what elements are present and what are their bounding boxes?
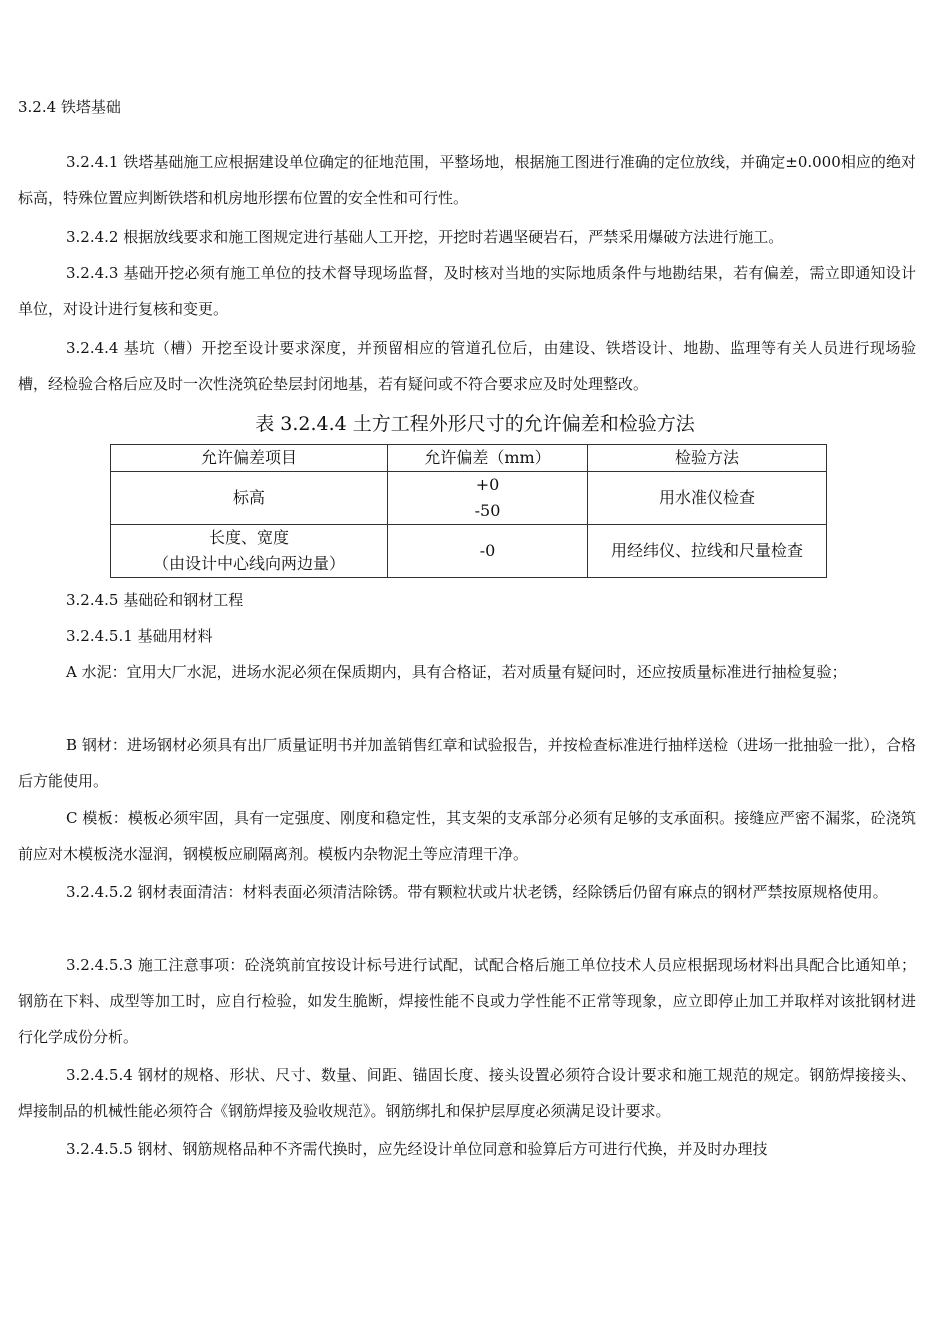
sub-heading-3-2-4-5-1: 3.2.4.5.1 基础用材料	[66, 627, 213, 645]
header-method: 检验方法	[588, 445, 827, 472]
paragraph-3-2-4-5-2: 3.2.4.5.2 钢材表面清洁：材料表面必须清洁除锈。带有颗粒状或片状老锈，经除锈后仍留有麻点的钢材严禁按原规格使用。	[66, 883, 888, 901]
paragraph-3-2-4-2: 3.2.4.2 根据放线要求和施工图规定进行基础人工开挖，开挖时若遇坚硬岩石，严禁采用爆破方法进行施工。	[66, 228, 784, 246]
header-item: 允许偏差项目	[111, 445, 388, 472]
paragraph-3-2-4-5-4: 3.2.4.5.4 钢材的规格、形状、尺寸、数量、间距、锚固长度、接头设置必须符合设计要求和施工规范的规定。钢筋焊接接头、焊接制品的机械性能必须符合《钢筋焊接及验收规范》。钢筋绑扎和保护层厚度必须满足设计要求。	[18, 1066, 916, 1120]
item-line-2: （由设计中心线向两边量）	[152, 554, 345, 573]
header-tolerance: 允许偏差（mm）	[388, 445, 588, 472]
item-line-1: 长度、宽度	[208, 528, 289, 547]
table-row	[111, 472, 827, 525]
tolerance-table	[110, 444, 827, 578]
cell-method: 用经纬仪、拉线和尺量检查	[588, 525, 827, 578]
paragraph-3-2-4-5-5: 3.2.4.5.5 钢材、钢筋规格品种不齐需代换时，应先经设计单位同意和验算后方可进行代换，并及时办理技	[66, 1140, 768, 1158]
table-caption: 表 3.2.4.4 土方工程外形尺寸的允许偏差和检验方法	[255, 413, 695, 435]
paragraph-3-2-4-5-3: 3.2.4.5.3 施工注意事项：砼浇筑前宜按设计标号进行试配，试配合格后施工单位技术人员应根据现场材料出具配合比通知单；钢筋在下料、成型等加工时，应自行检验，如发生脆断，焊接性能不良或力学性能不正常等现象，应立即停止加工并取样对该批钢材进行化学成份分析。	[18, 956, 916, 1046]
table-header-row	[111, 445, 827, 472]
cell-item	[111, 525, 388, 578]
paragraph-cement: A 水泥：宜用大厂水泥，进场水泥必须在保质期内，具有合格证，若对质量有疑问时，还应按质量标准进行抽检复验；	[66, 663, 847, 681]
cell-tolerance: -0	[388, 525, 588, 578]
cell-item: 标高	[111, 472, 388, 525]
cell-tolerance	[388, 472, 588, 525]
tolerance-lower: -50	[474, 501, 501, 520]
cell-method: 用水准仪检查	[588, 472, 827, 525]
paragraph-3-2-4-1: 3.2.4.1 铁塔基础施工应根据建设单位确定的征地范围，平整场地，根据施工图进行准确的定位放线，并确定±0.000相应的绝对标高，特殊位置应判断铁塔和机房地形摆布位置的安全性和可行性。	[18, 153, 916, 207]
tolerance-upper: +0	[475, 475, 500, 494]
section-heading-3-2-4: 3.2.4 铁塔基础	[18, 98, 121, 116]
paragraph-steel: B 钢材：进场钢材必须具有出厂质量证明书并加盖销售红章和试验报告，并按检查标准进行抽样送检（进场一批抽验一批），合格后方能使用。	[18, 736, 916, 790]
paragraph-3-2-4-4: 3.2.4.4 基坑（槽）开挖至设计要求深度，并预留相应的管道孔位后，由建设、铁塔设计、地勘、监理等有关人员进行现场验槽，经检验合格后应及时一次性浇筑砼垫层封闭地基，若有疑问或不符合要求应及时处理整改。	[18, 339, 916, 393]
paragraph-3-2-4-3: 3.2.4.3 基础开挖必须有施工单位的技术督导现场监督，及时核对当地的实际地质条件与地勘结果，若有偏差，需立即通知设计单位，对设计进行复核和变更。	[18, 264, 916, 318]
paragraph-formwork: C 模板：模板必须牢固，具有一定强度、刚度和稳定性，其支架的支承部分必须有足够的支承面积。接缝应严密不漏浆，砼浇筑前应对木模板浇水湿润，钢模板应刷隔离剂。模板内杂物泥土等应清理干净。	[18, 809, 916, 863]
section-heading-3-2-4-5: 3.2.4.5 基础砼和钢材工程	[66, 591, 244, 609]
table-row	[111, 525, 827, 578]
